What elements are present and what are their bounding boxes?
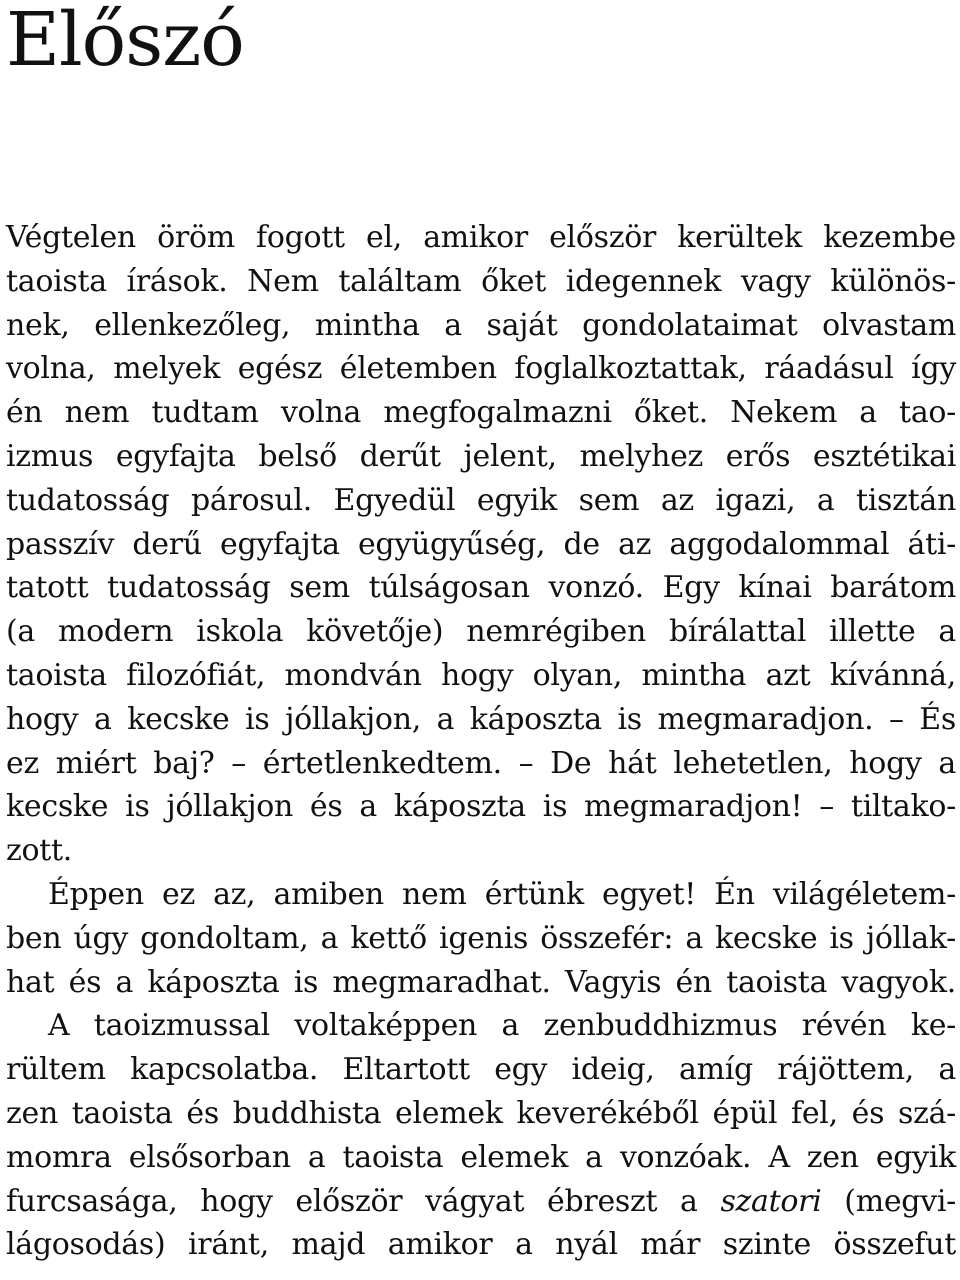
- text-segment: (megvi-: [821, 1183, 956, 1219]
- text-line: zen taoista és buddhista elemek keverékéből épül fel, és szá-: [6, 1095, 956, 1131]
- text-line: kecske is jóllakjon és a káposzta is megmaradjon! – tiltako-: [6, 789, 956, 825]
- text-line-with-italic: [6, 1180, 956, 1224]
- text-line: Éppen ez az, amiben nem értünk egyet! Én világéletem-: [48, 876, 956, 912]
- text-line: taoista filozófiát, mondván hogy olyan, mintha azt kívánná,: [6, 657, 956, 693]
- text-line: hogy a kecske is jóllakjon, a káposzta is megmaradjon. – És: [6, 701, 956, 737]
- text-line: zott.: [6, 833, 73, 869]
- text-line: tatott tudatosság sem túlságosan vonzó. Egy kínai barátom: [6, 570, 956, 606]
- italic-term: szatori: [720, 1183, 822, 1219]
- text-line: Végtelen öröm fogott el, amikor először kerültek kezembe: [6, 220, 956, 255]
- text-line: hat és a káposzta is megmaradhat. Vagyis én taoista vagyok.: [6, 964, 956, 1000]
- text-line: izmus egyfajta belső derűt jelent, melyhez erős esztétikai: [6, 438, 956, 474]
- text-line: tudatosság párosul. Egyedül egyik sem az igazi, a tisztán: [6, 482, 956, 518]
- text-line: (a modern iskola követője) nemrégiben bírálattal illette a: [6, 614, 956, 650]
- body-text: [6, 216, 956, 1267]
- text-line: ben úgy gondoltam, a kettő igenis összefér: a kecske is jóllak-: [6, 920, 956, 956]
- text-segment: furcsasága, hogy először vágyat ébreszt a: [6, 1183, 721, 1219]
- chapter-title: Előszó: [6, 0, 244, 83]
- text-line: rültem kapcsolatba. Eltartott egy ideig, amíg rájöttem, a: [6, 1052, 956, 1088]
- text-line: ez miért baj? – értetlenkedtem. – De hát lehetetlen, hogy a: [6, 745, 956, 781]
- text-line: A taoizmussal voltaképpen a zenbuddhizmus révén ke-: [48, 1008, 956, 1044]
- text-line: lágosodás) iránt, majd amikor a nyál már szinte összefut: [6, 1227, 956, 1263]
- text-line: nek, ellenkezőleg, mintha a saját gondolataimat olvastam: [6, 307, 956, 343]
- text-line: volna, melyek egész életemben foglalkoztattak, ráadásul így: [6, 351, 956, 387]
- text-line: én nem tudtam volna megfogalmazni őket. Nekem a tao-: [6, 395, 956, 431]
- text-line: taoista írások. Nem találtam őket idegennek vagy különös-: [6, 263, 956, 299]
- text-line: momra elsősorban a taoista elemek a vonzóak. A zen egyik: [6, 1139, 956, 1175]
- text-line: passzív derű egyfajta együgyűség, de az aggodalommal áti-: [6, 526, 956, 562]
